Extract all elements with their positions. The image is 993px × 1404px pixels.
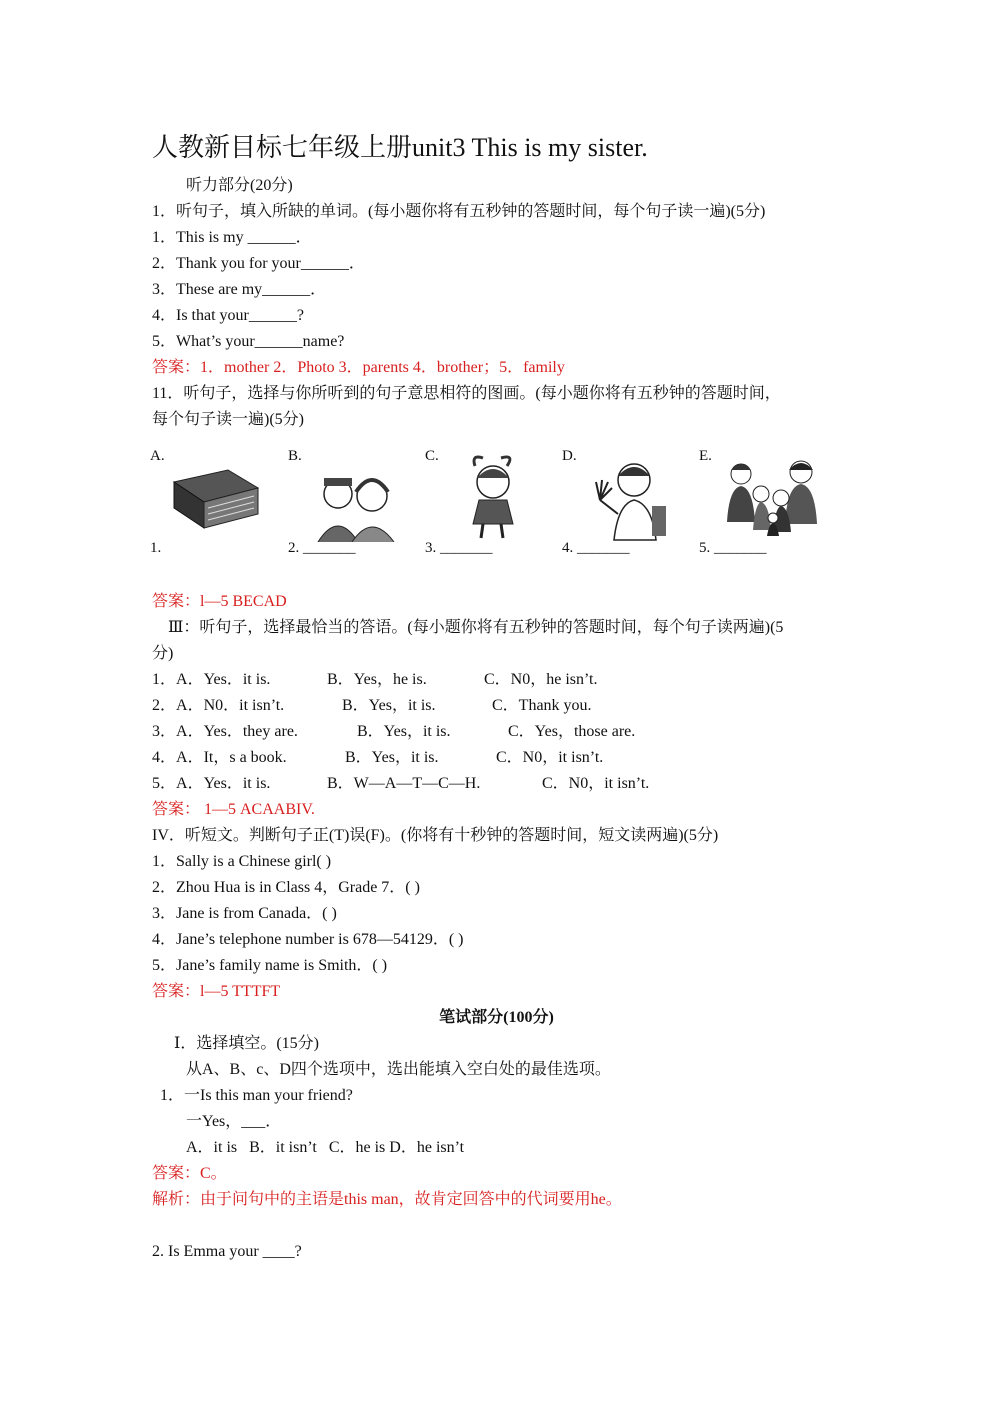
listening-header: 听力部分(20分)	[186, 177, 293, 194]
part1-item: 5．What’s your______name?	[152, 333, 345, 350]
part3-item: 5．A．Yes．it is. B．W—A—T—C—H. C．N0，it isn’t.	[152, 775, 650, 792]
boy-waving-icon	[578, 452, 678, 542]
picture-b	[288, 446, 413, 561]
part3-answer: 答案： 1—5 ACAABIV.	[152, 801, 315, 818]
picture-letter: E.	[699, 448, 712, 464]
girl-icon	[441, 452, 541, 542]
grandparents-icon	[304, 452, 404, 542]
q1-options: A．it is B．it isn’t C．he is D．he isn’t	[186, 1139, 465, 1156]
picture-letter: D.	[562, 448, 577, 464]
part1-instruction: 1．听句子，填入所缺的单词。(每小题你将有五秒钟的答题时间，每个句子读一遍)(5分)	[152, 203, 766, 220]
part4-instruction: IV．听短文。判断句子正(T)误(F)。(你将有十秒钟的答题时间，短文读两遍)(5分)	[152, 827, 719, 844]
picture-letter: A.	[150, 448, 165, 464]
book-icon	[166, 452, 266, 542]
section1-instruction: 从A、B、c、D四个选项中，选出能填入空白处的最佳选项。	[186, 1061, 611, 1078]
part4-item: 5．Jane’s family name is Smith．( )	[152, 957, 388, 974]
section1-title: Ⅰ．选择填空。(15分)	[174, 1035, 319, 1052]
picture-blank: 4. _______	[562, 540, 630, 556]
part3-instruction: Ⅲ：听句子，选择最恰当的答语。(每小题你将有五秒钟的答题时间，每个句子读两遍)(5	[168, 619, 784, 636]
part1-answer: 答案：1．mother 2．Photo 3．parents 4．brother；5．family	[152, 359, 565, 376]
written-header: 笔试部分(100分)	[439, 1009, 554, 1026]
part3-instruction-cont: 分)	[152, 645, 174, 662]
family-icon	[715, 452, 825, 542]
picture-blank: 3. _______	[425, 540, 493, 556]
part3-item: 4．A．It，s a book. B．Yes，it is. C．N0，it isn’t.	[152, 749, 604, 766]
part2-instruction-cont: 每个句子读一遍)(5分)	[152, 411, 304, 428]
part1-item: 2．Thank you for your______．	[152, 255, 365, 272]
picture-a	[150, 446, 275, 561]
part4-item: 2．Zhou Hua is in Class 4，Grade 7．( )	[152, 879, 420, 896]
part3-item: 1．A．Yes．it is. B．Yes，he is. C．N0，he isn’t.	[152, 671, 598, 688]
part1-item: 3．These are my______．	[152, 281, 327, 298]
part3-item: 3．A．Yes．they are. B．Yes，it is. C．Yes，those are.	[152, 723, 636, 740]
picture-c	[425, 446, 550, 561]
picture-d	[562, 446, 687, 561]
picture-letter: B.	[288, 448, 302, 464]
part3-item: 2．A．N0．it isn’t. B．Yes，it is. C．Thank you.	[152, 697, 592, 714]
q1-analysis: 解析：由于问句中的主语是this man，故肯定回答中的代词要用he。	[152, 1191, 622, 1208]
q1-response: 一Yes，___．	[186, 1113, 282, 1130]
part4-item: 1．Sally is a Chinese girl( )	[152, 853, 332, 870]
picture-letter: C.	[425, 448, 439, 464]
part4-item: 4．Jane’s telephone number is 678—54129．( )	[152, 931, 464, 948]
part4-answer: 答案：l—5 TTTFT	[152, 983, 281, 1000]
picture-blank: 2. _______	[288, 540, 356, 556]
picture-blank: 5. _______	[699, 540, 767, 556]
q2-stem: 2. Is Emma your ____?	[152, 1243, 302, 1260]
part2-answer: 答案：l—5 BECAD	[152, 593, 287, 610]
picture-blank: 1.	[150, 540, 162, 556]
part4-item: 3．Jane is from Canada．( )	[152, 905, 337, 922]
page-title: 人教新目标七年级上册unit3 This is my sister.	[152, 133, 648, 162]
picture-e	[699, 446, 824, 561]
part2-instruction: 11．听句子，选择与你所听到的句子意思相符的图画。(每小题你将有五秒钟的答题时间，	[152, 385, 781, 402]
q1-answer: 答案：C。	[152, 1165, 227, 1182]
part1-item: 1．This is my ______．	[152, 229, 312, 246]
q1-stem: 1．一Is this man your friend?	[160, 1087, 353, 1104]
part1-item: 4．Is that your______?	[152, 307, 304, 324]
